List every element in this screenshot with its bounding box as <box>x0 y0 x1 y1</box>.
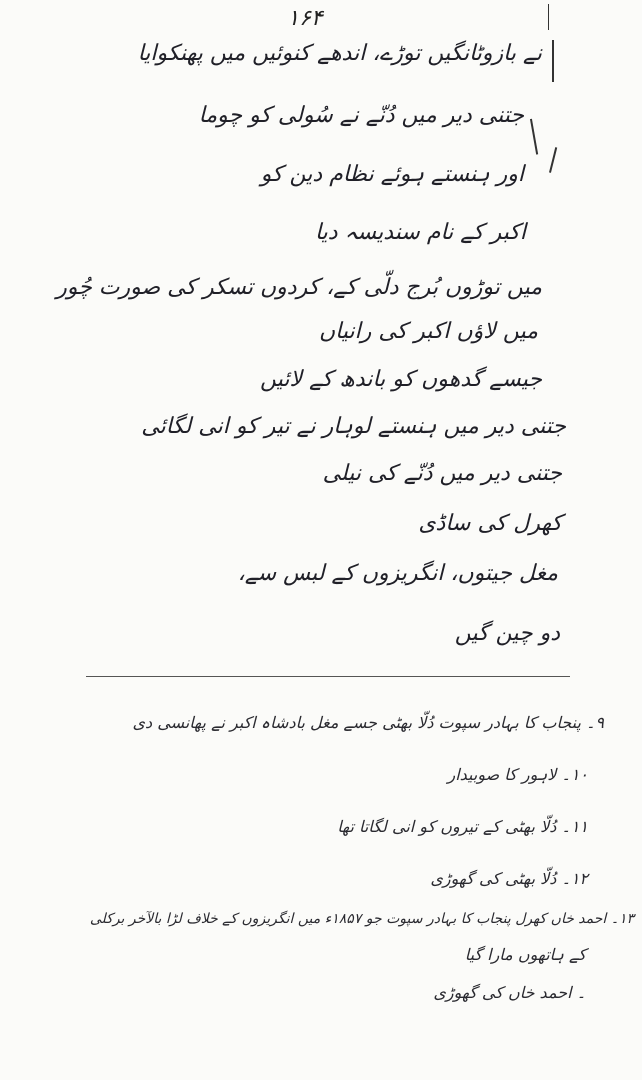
footnote: ۱۰۔ لاہور کا صوبیدار <box>447 765 588 784</box>
verse-line: مغل جیتوں، انگریزوں کے لبس سے، <box>237 561 558 586</box>
verse-line: اور ہنستے ہوئے نظام دین کو <box>260 162 524 187</box>
footnote: ۹۔ پنجاب کا بہادر سپوت دُلّا بھٹی جسے مغل بادشاہ اکبر نے پھانسی دی <box>132 713 604 732</box>
margin-pen-mark <box>549 147 565 175</box>
margin-pen-mark <box>548 4 557 30</box>
verse-line: جتنی دیر میں دُنّے نے سُولی کو چوما <box>198 103 524 128</box>
page-number: ۱۶۴ <box>287 6 323 31</box>
footnote: ۱۱۔ دُلّا بھٹی کے تیروں کو انی لگاتا تھا <box>337 817 588 836</box>
verse-line: نے بازوٹانگیں توڑے، اندھے کنوئیں میں پھنکوایا <box>137 41 542 66</box>
verse-line: دو چین گیں <box>454 621 560 646</box>
footnote: ۱۲۔ دُلّا بھٹی کی گھوڑی <box>430 869 588 888</box>
verse-line: جتنی دیر میں ہنستے لوہار نے تیر کو انی لگائی <box>141 414 566 439</box>
footnote: ۱۳۔ احمد خاں کھرل پنجاب کا بہادر سپوت جو ۱۸۵۷ء میں انگریزوں کے خلاف لڑا بالآخر برکلی <box>89 911 634 927</box>
footnote-divider <box>86 676 570 677</box>
verse-line: کھرل کی ساڈی <box>418 511 562 536</box>
margin-pen-mark <box>552 40 562 82</box>
verse-line: جتنی دیر میں دُنّے کی نیلی <box>322 461 562 486</box>
verse-line: جیسے گدھوں کو باندھ کے لائیں <box>260 367 542 392</box>
footnote: ۔ احمد خاں کی گھوڑی <box>433 983 586 1002</box>
margin-pen-mark <box>530 117 546 154</box>
footnote-continuation: کے ہاتھوں مارا گیا <box>464 945 586 964</box>
verse-line: اکبر کے نام سندیسہ دیا <box>314 220 526 245</box>
verse-line: میں توڑوں بُرج دلّی کے، کردوں تسکر کی صورت چُور <box>56 275 542 300</box>
verse-line: میں لاؤں اکبر کی رانیاں <box>318 319 538 344</box>
